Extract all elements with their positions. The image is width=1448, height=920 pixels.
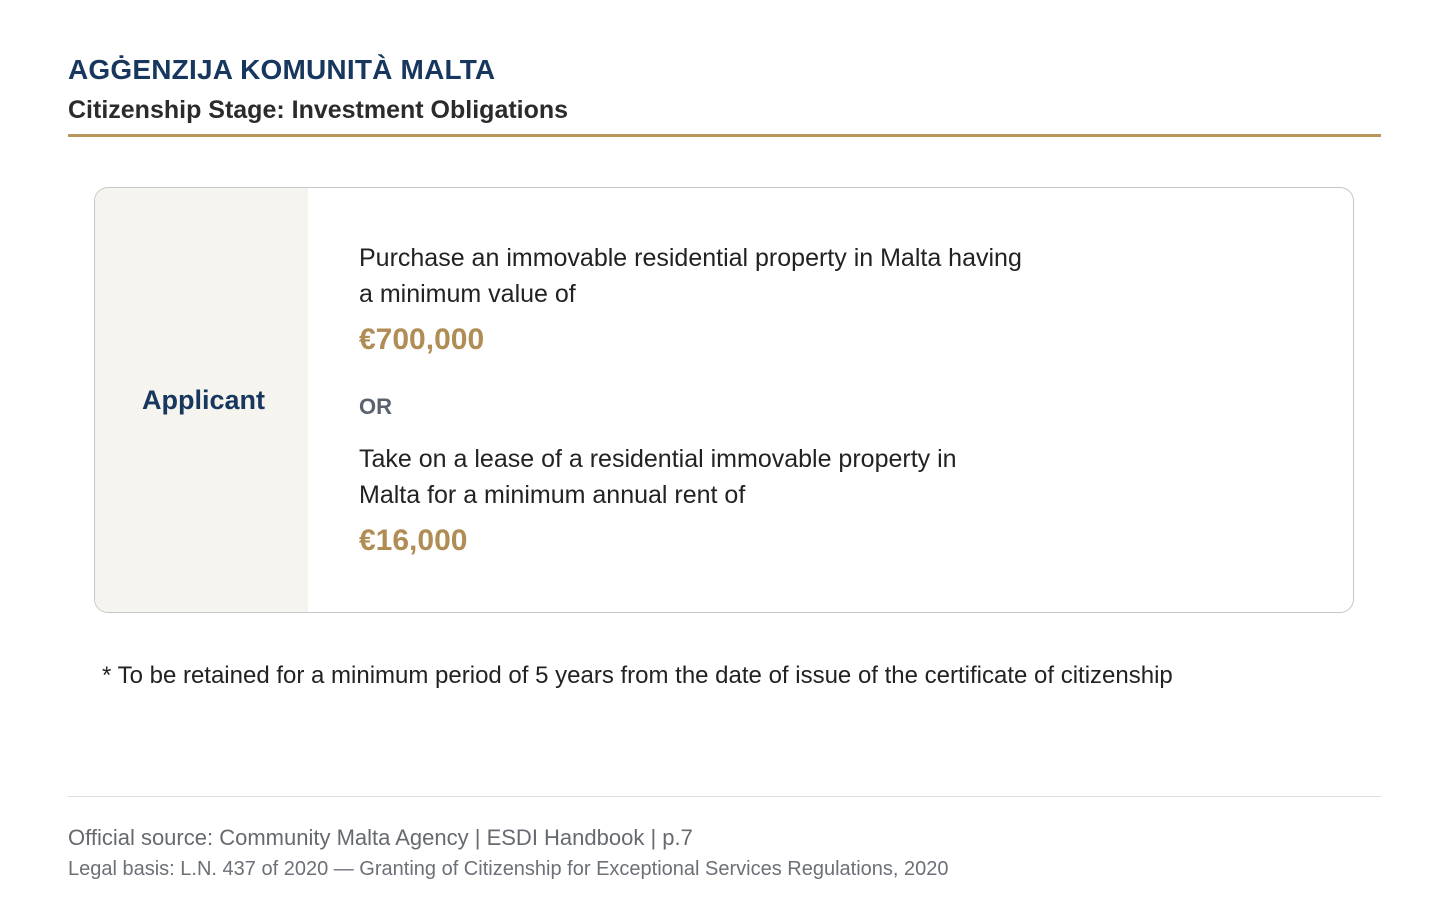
- lease-option-text: [359, 441, 1119, 513]
- obligations-card: [94, 187, 1354, 613]
- lease-amount: €16,000: [359, 524, 468, 557]
- role-label: Applicant: [141, 384, 265, 415]
- purchase-option-line-1: Purchase an immovable residential property in Malta having: [359, 244, 1022, 272]
- role-panel: [95, 188, 308, 612]
- purchase-amount: €700,000: [359, 323, 485, 356]
- legal-basis: Legal basis: L.N. 437 of 2020 — Granting of Citizenship for Exceptional Services Regulations, 2020: [68, 858, 949, 880]
- purchase-option-text: [359, 240, 1119, 312]
- source-citation: Official source: Community Malta Agency | ESDI Handbook | p.7: [68, 825, 693, 850]
- agency-name: AGĠENZIJA KOMUNITÀ MALTA: [68, 54, 496, 85]
- page-title: Citizenship Stage: Investment Obligations: [68, 96, 569, 124]
- retention-footnote: * To be retained for a minimum period of 5 years from the date of issue of the certificate of citizenship: [102, 662, 1173, 689]
- header-divider: [68, 134, 1381, 137]
- or-separator: OR: [359, 394, 392, 419]
- purchase-option-line-2: a minimum value of: [359, 280, 576, 308]
- lease-option-line-1: Take on a lease of a residential immovable property in: [359, 445, 957, 473]
- lease-option-line-2: Malta for a minimum annual rent of: [359, 481, 746, 509]
- footer-divider: [68, 796, 1381, 797]
- obligation-options: [308, 188, 1353, 612]
- page-header: [68, 50, 1381, 126]
